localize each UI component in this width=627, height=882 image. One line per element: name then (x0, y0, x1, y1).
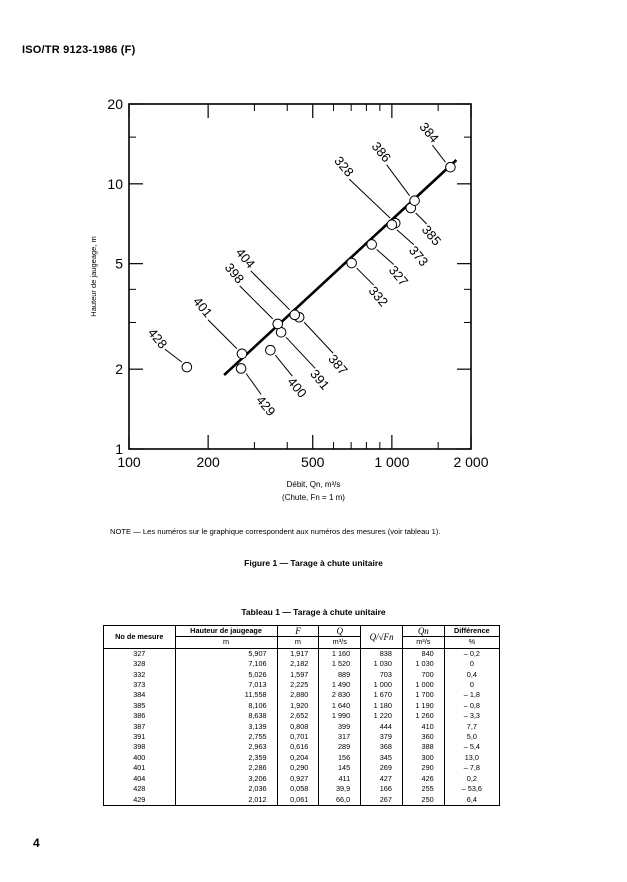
table-cell: 0,058 (277, 784, 319, 794)
table-row (104, 648, 500, 659)
table-cell: 145 (319, 763, 361, 773)
table-row (104, 784, 500, 794)
leader-line (397, 230, 414, 245)
table-cell: 840 (402, 648, 444, 659)
leader-line (246, 373, 261, 394)
table-cell: – 0,2 (444, 648, 499, 659)
x-tick-label: 500 (301, 454, 325, 470)
y-tick-label: 5 (115, 255, 123, 272)
table-cell: 1 190 (402, 701, 444, 711)
table-row (104, 711, 500, 721)
col-header-difference: Différence (444, 626, 499, 637)
table-cell: 332 (104, 670, 176, 680)
table-cell: – 3,3 (444, 711, 499, 721)
table-caption: Tableau 1 — Tarage à chute unitaire (241, 607, 386, 617)
table-cell: 7,7 (444, 722, 499, 732)
col-header-q: Q (319, 626, 361, 637)
table-cell: 300 (402, 753, 444, 763)
table-cell: 399 (319, 722, 361, 732)
leader-line (349, 179, 390, 218)
table-cell: 703 (361, 670, 403, 680)
point-label: 391 (307, 366, 333, 393)
data-point (367, 240, 377, 250)
table-cell: 0,2 (444, 774, 499, 784)
y-tick-label: 20 (107, 96, 123, 112)
point-label: 429 (253, 392, 279, 419)
table-cell: 3,206 (175, 774, 277, 784)
table-cell: 1 520 (319, 659, 361, 669)
data-point (347, 258, 357, 268)
table-cell: 1 180 (361, 701, 403, 711)
table-cell: 250 (402, 795, 444, 806)
table-cell: 0,701 (277, 732, 319, 742)
col-header-qn: Qn (402, 626, 444, 637)
table-cell: 13,0 (444, 753, 499, 763)
table-cell: 0,927 (277, 774, 319, 784)
y-axis-label: Hauteur de jaugeage, m (89, 236, 98, 317)
table-cell: 2,963 (175, 742, 277, 752)
table-row (104, 742, 500, 752)
col-header-f: F (277, 626, 319, 637)
table-cell: 1 030 (402, 659, 444, 669)
table-cell: 391 (104, 732, 176, 742)
point-label: 398 (221, 260, 248, 287)
table-cell: 8,638 (175, 711, 277, 721)
y-tick-label: 1 (115, 441, 123, 457)
data-point (446, 162, 456, 172)
table-cell: 0,808 (277, 722, 319, 732)
x-tick-label: 100 (117, 454, 141, 470)
point-label: 385 (418, 222, 445, 249)
table-cell: 1 220 (361, 711, 403, 721)
x-tick-label: 2 000 (453, 454, 489, 470)
point-label: 384 (416, 119, 442, 146)
y-tick-label: 10 (107, 175, 123, 192)
table-cell: 156 (319, 753, 361, 763)
table-cell: 444 (361, 722, 403, 732)
leader-line (165, 349, 182, 362)
table-cell: 427 (361, 774, 403, 784)
table-cell: 66,0 (319, 795, 361, 806)
table-row (104, 763, 500, 773)
table-cell: 400 (104, 753, 176, 763)
table-row (104, 701, 500, 711)
data-point (387, 220, 397, 230)
x-tick-label: 1 000 (374, 454, 410, 470)
table-cell: 1 670 (361, 690, 403, 700)
table-cell: 2,880 (277, 690, 319, 700)
table-cell: 0 (444, 680, 499, 690)
page-number: 4 (33, 836, 40, 850)
point-label: 401 (190, 293, 216, 321)
table-cell: 401 (104, 763, 176, 773)
table-cell: 373 (104, 680, 176, 690)
table-cell: 2,652 (277, 711, 319, 721)
data-point (237, 349, 247, 359)
table-cell: 327 (104, 648, 176, 659)
col-header-q-over-sqrt-fn: Q/√Fn (361, 626, 403, 649)
point-label: 386 (368, 138, 395, 166)
y-tick-label: 2 (115, 361, 123, 378)
leader-line (416, 213, 427, 224)
leader-line (357, 268, 374, 285)
table-row (104, 774, 500, 784)
table-cell: 386 (104, 711, 176, 721)
data-point (266, 345, 276, 355)
table-cell: 1 030 (361, 659, 403, 669)
leader-line (432, 145, 445, 162)
table-cell: 290 (402, 763, 444, 773)
leader-line (208, 320, 237, 349)
table-cell: 1 640 (319, 701, 361, 711)
document-header: ISO/TR 9123-1986 (F) (22, 44, 136, 56)
table-cell: 410 (402, 722, 444, 732)
leader-line (304, 322, 333, 353)
table-cell: 360 (402, 732, 444, 742)
table-cell: 385 (104, 701, 176, 711)
table-cell: 388 (402, 742, 444, 752)
col-header-hauteur: Hauteur de jaugeage (175, 626, 277, 637)
table-cell: 2,755 (175, 732, 277, 742)
table-cell: – 53,6 (444, 784, 499, 794)
table-cell: 1,920 (277, 701, 319, 711)
table-cell: 889 (319, 670, 361, 680)
leader-line (251, 271, 290, 310)
leader-line (377, 249, 394, 264)
x-axis-label: Débit, Qn, m³/s (286, 480, 341, 489)
leader-line (275, 355, 292, 376)
leader-line (387, 165, 410, 196)
data-point (410, 196, 420, 206)
table-cell: 11,558 (175, 690, 277, 700)
x-tick-label: 200 (196, 454, 220, 470)
table-cell: 2,012 (175, 795, 277, 806)
point-label: 404 (232, 245, 259, 272)
point-label: 332 (365, 283, 392, 310)
table-cell: 1 490 (319, 680, 361, 690)
point-label: 373 (405, 242, 432, 270)
data-point (182, 362, 192, 372)
table-cell: 1 700 (402, 690, 444, 700)
table-cell: 0,290 (277, 763, 319, 773)
table-cell: 384 (104, 690, 176, 700)
table-cell: 7,106 (175, 659, 277, 669)
unit-qn: m³/s (402, 637, 444, 648)
table-cell: 317 (319, 732, 361, 742)
table-cell: – 0,8 (444, 701, 499, 711)
table-cell: 428 (104, 784, 176, 794)
table-cell: 411 (319, 774, 361, 784)
point-label: 400 (284, 374, 310, 401)
table-cell: 426 (402, 774, 444, 784)
point-label: 428 (144, 325, 171, 352)
col-header-mesure: No de mesure (104, 626, 176, 649)
table-row (104, 690, 500, 700)
table-cell: – 1,8 (444, 690, 499, 700)
table-cell: 3,139 (175, 722, 277, 732)
table-cell: 328 (104, 659, 176, 669)
point-label: 387 (325, 351, 351, 378)
table-cell: 0 (444, 659, 499, 669)
table-row (104, 795, 500, 806)
table-cell: 345 (361, 753, 403, 763)
table-cell: – 5,4 (444, 742, 499, 752)
table-cell: 6,4 (444, 795, 499, 806)
unit-hauteur: m (175, 637, 277, 648)
table-cell: 267 (361, 795, 403, 806)
table-cell: 2,225 (277, 680, 319, 690)
table-row (104, 680, 500, 690)
table-cell: 838 (361, 648, 403, 659)
table-cell: 398 (104, 742, 176, 752)
data-point (290, 310, 300, 320)
data-point (236, 364, 246, 374)
table-cell: 255 (402, 784, 444, 794)
table-cell: 404 (104, 774, 176, 784)
table-cell: 429 (104, 795, 176, 806)
table-row (104, 670, 500, 680)
figure-note: NOTE — Les numéros sur le graphique correspondent aux numéros des mesures (voir tableau 1). (110, 527, 441, 536)
table-cell: 1,917 (277, 648, 319, 659)
table-cell: 5,907 (175, 648, 277, 659)
table-cell: 0,204 (277, 753, 319, 763)
table-cell: 2,286 (175, 763, 277, 773)
unit-f: m (277, 637, 319, 648)
table-cell: – 7,8 (444, 763, 499, 773)
table-cell: 2,359 (175, 753, 277, 763)
table-cell: 269 (361, 763, 403, 773)
point-label: 328 (331, 153, 357, 180)
table-cell: 368 (361, 742, 403, 752)
table-cell: 39,9 (319, 784, 361, 794)
table-row (104, 659, 500, 669)
table-cell: 2,182 (277, 659, 319, 669)
table-row (104, 722, 500, 732)
unit-difference: % (444, 637, 499, 648)
point-label: 327 (385, 262, 412, 289)
table-cell: 1 990 (319, 711, 361, 721)
x-axis-sublabel: (Chute, Fn = 1 m) (282, 493, 345, 502)
table-cell: 8,106 (175, 701, 277, 711)
table-cell: 0,616 (277, 742, 319, 752)
table-cell: 0,061 (277, 795, 319, 806)
data-table (103, 625, 500, 806)
table-cell: 1 160 (319, 648, 361, 659)
table-cell: 2 830 (319, 690, 361, 700)
table-cell: 379 (361, 732, 403, 742)
table-row (104, 753, 500, 763)
table-cell: 7,013 (175, 680, 277, 690)
table-cell: 289 (319, 742, 361, 752)
table-cell: 387 (104, 722, 176, 732)
table-cell: 1,597 (277, 670, 319, 680)
table-row (104, 732, 500, 742)
leader-line (286, 337, 315, 368)
table-cell: 0,4 (444, 670, 499, 680)
table-cell: 166 (361, 784, 403, 794)
table-cell: 2,036 (175, 784, 277, 794)
unit-q: m³/s (319, 637, 361, 648)
table-cell: 1 000 (402, 680, 444, 690)
table-cell: 1 000 (361, 680, 403, 690)
table-cell: 700 (402, 670, 444, 680)
table-cell: 1 260 (402, 711, 444, 721)
table-cell: 5,026 (175, 670, 277, 680)
leader-line (240, 286, 273, 319)
figure-caption: Figure 1 — Tarage à chute unitaire (244, 558, 383, 568)
table-cell: 5,0 (444, 732, 499, 742)
data-point (273, 319, 283, 329)
